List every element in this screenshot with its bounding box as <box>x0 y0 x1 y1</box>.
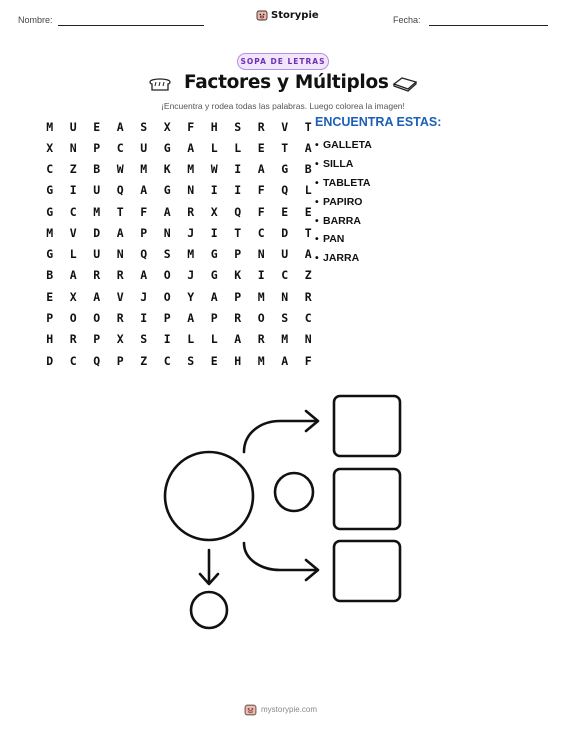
grid-letter[interactable]: E <box>257 140 265 155</box>
grid-letter[interactable]: M <box>93 204 101 219</box>
instructions: ¡Encuentra y rodea todas las palabras. Luego colorea la imagen! <box>161 101 405 111</box>
grid-letter[interactable]: C <box>116 140 124 155</box>
bullet: • <box>315 233 319 246</box>
grid-letter[interactable]: B <box>93 162 101 177</box>
grid-letter[interactable]: L <box>210 140 218 155</box>
grid-letter[interactable]: N <box>116 247 124 262</box>
grid-letter[interactable]: L <box>187 332 195 347</box>
grid-letter[interactable]: I <box>234 183 242 198</box>
grid-letter[interactable]: I <box>163 332 171 347</box>
grid-letter[interactable]: L <box>234 140 242 155</box>
grid-letter[interactable]: F <box>140 204 148 219</box>
grid-letter[interactable]: P <box>93 332 101 347</box>
bullet: • <box>315 139 319 152</box>
grid-letter[interactable]: A <box>116 119 124 134</box>
grid-letter[interactable]: D <box>281 225 289 240</box>
word: BARRA <box>323 214 361 227</box>
grid-letter[interactable]: N <box>281 289 289 304</box>
grid-letter[interactable]: X <box>116 332 124 347</box>
grid-letter[interactable]: A <box>187 311 195 326</box>
grid-letter[interactable]: B <box>304 162 312 177</box>
grid-letter[interactable]: M <box>281 332 289 347</box>
grid-letter[interactable]: V <box>116 289 124 304</box>
grid-letter[interactable]: P <box>116 353 124 368</box>
bottom-circle[interactable] <box>191 592 227 628</box>
grid-letter[interactable]: S <box>281 311 289 326</box>
grid-letter[interactable]: M <box>257 353 265 368</box>
grid-letter[interactable]: G <box>281 162 289 177</box>
grid-letter[interactable]: R <box>69 332 77 347</box>
word: PAN <box>323 233 345 246</box>
grid-letter[interactable]: F <box>257 204 265 219</box>
grid-letter[interactable]: Y <box>187 289 195 304</box>
grid-letter[interactable]: G <box>210 268 218 283</box>
grid-letter[interactable]: W <box>210 162 218 177</box>
grid-letter[interactable]: R <box>93 268 101 283</box>
grid-letter[interactable]: I <box>234 162 242 177</box>
grid-letter[interactable]: N <box>257 247 265 262</box>
date-label: Fecha: <box>393 15 421 25</box>
grid-letter[interactable]: N <box>304 332 312 347</box>
grid-letter[interactable]: X <box>69 289 77 304</box>
grid-letter[interactable]: P <box>234 247 242 262</box>
grid-letter[interactable]: T <box>281 140 289 155</box>
word: SILLA <box>323 158 354 171</box>
grid-letter[interactable]: Z <box>140 353 148 368</box>
grid-letter[interactable]: C <box>69 353 77 368</box>
grid-letter[interactable]: W <box>116 162 124 177</box>
grid-letter[interactable]: B <box>46 268 54 283</box>
grid-letter[interactable]: M <box>46 119 54 134</box>
answer-box-2[interactable] <box>334 469 400 529</box>
grid-letter[interactable]: A <box>281 353 289 368</box>
word: JARRA <box>323 252 360 265</box>
bullet: • <box>315 195 319 208</box>
grid-letter[interactable]: S <box>163 247 171 262</box>
grid-letter[interactable]: X <box>210 204 218 219</box>
lower-arrow-line <box>244 543 316 570</box>
grid-letter[interactable]: A <box>304 140 312 155</box>
grid-letter[interactable]: P <box>140 225 148 240</box>
grid-letter[interactable]: C <box>304 311 312 326</box>
grid-letter[interactable]: C <box>69 204 77 219</box>
grid-letter[interactable]: T <box>304 119 312 134</box>
grid-letter[interactable]: P <box>234 289 242 304</box>
grid-letter[interactable]: I <box>69 183 77 198</box>
grid-letter[interactable]: R <box>116 268 124 283</box>
grid-letter[interactable]: G <box>46 247 54 262</box>
grid-letter[interactable]: E <box>210 353 218 368</box>
grid-letter[interactable]: L <box>210 332 218 347</box>
grid-letter[interactable]: Z <box>69 162 77 177</box>
word: PAPIRO <box>323 195 363 208</box>
grid-letter[interactable]: T <box>234 225 242 240</box>
grid-letter[interactable]: R <box>304 289 312 304</box>
grid-letter[interactable]: Q <box>93 353 101 368</box>
grid-letter[interactable]: H <box>210 119 218 134</box>
grid-letter[interactable]: J <box>140 289 148 304</box>
grid-letter[interactable]: R <box>116 311 124 326</box>
grid-letter[interactable]: V <box>281 119 289 134</box>
grid-letter[interactable]: P <box>210 311 218 326</box>
grid-letter[interactable]: G <box>163 140 171 155</box>
grid-letter[interactable]: U <box>281 247 289 262</box>
grid-letter[interactable]: V <box>69 225 77 240</box>
grid-letter[interactable]: L <box>69 247 77 262</box>
grid-letter[interactable]: Q <box>140 247 148 262</box>
grid-letter[interactable]: O <box>163 289 171 304</box>
grid-letter[interactable]: S <box>140 332 148 347</box>
grid-letter[interactable]: P <box>93 140 101 155</box>
grid-letter[interactable]: Q <box>234 204 242 219</box>
grid-letter[interactable]: P <box>163 311 171 326</box>
grid-letter[interactable]: A <box>257 162 265 177</box>
grid-letter[interactable]: F <box>257 183 265 198</box>
grid-letter[interactable]: G <box>46 204 54 219</box>
grid-letter[interactable]: U <box>140 140 148 155</box>
grid-letter[interactable]: U <box>93 183 101 198</box>
bullet: • <box>315 252 319 265</box>
grid-letter[interactable]: P <box>46 311 54 326</box>
grid-letter[interactable]: K <box>234 268 242 283</box>
grid-letter[interactable]: J <box>187 225 195 240</box>
grid-letter[interactable]: C <box>257 225 265 240</box>
grid-letter[interactable]: M <box>187 162 195 177</box>
word: GALLETA <box>323 139 372 152</box>
grid-letter[interactable]: I <box>210 225 218 240</box>
grid-letter[interactable]: N <box>187 183 195 198</box>
page-title: Factores y Múltiplos <box>184 72 389 93</box>
bullet: • <box>315 158 319 171</box>
grid-letter[interactable]: S <box>140 119 148 134</box>
grid-letter[interactable]: A <box>187 140 195 155</box>
footer-url[interactable]: mystorypie.com <box>261 705 318 714</box>
grid-letter[interactable]: M <box>140 162 148 177</box>
grid-letter[interactable]: X <box>46 140 54 155</box>
grid-letter[interactable]: A <box>163 204 171 219</box>
grid-letter[interactable]: A <box>69 268 77 283</box>
grid-letter[interactable]: O <box>163 268 171 283</box>
grid-letter[interactable]: U <box>69 119 77 134</box>
grid-letter[interactable]: R <box>234 311 242 326</box>
grid-letter[interactable]: A <box>140 183 148 198</box>
footer <box>244 703 317 716</box>
grid-letter[interactable]: E <box>93 119 101 134</box>
grid-letter[interactable]: O <box>69 311 77 326</box>
grid-letter[interactable]: C <box>281 268 289 283</box>
grid-letter[interactable]: A <box>304 247 312 262</box>
grid-letter[interactable]: Z <box>304 268 312 283</box>
grid-letter[interactable]: C <box>163 353 171 368</box>
grid-letter[interactable]: A <box>210 289 218 304</box>
grid-letter[interactable]: R <box>257 332 265 347</box>
grid-letter[interactable]: D <box>46 353 54 368</box>
grid-letter[interactable]: E <box>281 204 289 219</box>
grid-letter[interactable]: A <box>116 225 124 240</box>
pig-book-icon <box>244 703 257 716</box>
bullet: • <box>315 176 319 189</box>
large-circle[interactable] <box>165 452 253 540</box>
word-list-title: ENCUENTRA ESTAS: <box>315 115 442 129</box>
grid-letter[interactable]: E <box>304 204 312 219</box>
grid-letter[interactable]: A <box>234 332 242 347</box>
grid-letter[interactable]: I <box>210 183 218 198</box>
grid-letter[interactable]: T <box>304 225 312 240</box>
grid-letter[interactable]: M <box>187 247 195 262</box>
grid-letter[interactable]: O <box>93 311 101 326</box>
grid-letter[interactable]: R <box>257 119 265 134</box>
grid-letter[interactable]: A <box>140 268 148 283</box>
grid-letter[interactable]: A <box>93 289 101 304</box>
grid-letter[interactable]: U <box>93 247 101 262</box>
grid-letter[interactable]: M <box>257 289 265 304</box>
grid-letter[interactable]: J <box>187 268 195 283</box>
grid-letter[interactable]: R <box>187 204 195 219</box>
grid-letter[interactable]: F <box>304 353 312 368</box>
grid-letter[interactable]: G <box>210 247 218 262</box>
grid-letter[interactable]: X <box>163 119 171 134</box>
grid-letter[interactable]: H <box>234 353 242 368</box>
answer-box-1[interactable] <box>334 396 400 456</box>
activity-badge: SOPA DE LETRAS <box>237 53 329 70</box>
grid-letter[interactable]: M <box>46 225 54 240</box>
grid-letter[interactable]: L <box>304 183 312 198</box>
grid-letter[interactable]: G <box>46 183 54 198</box>
brand-name: Storypie <box>271 9 319 21</box>
name-label: Nombre: <box>18 15 53 25</box>
grid-letter[interactable]: H <box>46 332 54 347</box>
grid-letter[interactable]: S <box>234 119 242 134</box>
grid-letter[interactable]: E <box>46 289 54 304</box>
grid-letter[interactable]: N <box>69 140 77 155</box>
grid-letter[interactable]: C <box>46 162 54 177</box>
grid-letter[interactable]: G <box>163 183 171 198</box>
grid-letter[interactable]: S <box>187 353 195 368</box>
answer-box-3[interactable] <box>334 541 400 601</box>
grid-letter[interactable]: N <box>163 225 171 240</box>
small-circle[interactable] <box>275 473 313 511</box>
word: TABLETA <box>323 176 371 189</box>
grid-letter[interactable]: I <box>257 268 265 283</box>
grid-letter[interactable]: T <box>116 204 124 219</box>
grid-letter[interactable]: F <box>187 119 195 134</box>
grid-letter[interactable]: D <box>93 225 101 240</box>
upper-arrow-line <box>244 421 316 452</box>
grid-letter[interactable]: I <box>140 311 148 326</box>
grid-letter[interactable]: Q <box>281 183 289 198</box>
grid-letter[interactable]: Q <box>116 183 124 198</box>
grid-letter[interactable]: O <box>257 311 265 326</box>
bullet: • <box>315 214 319 227</box>
grid-letter[interactable]: K <box>163 162 171 177</box>
